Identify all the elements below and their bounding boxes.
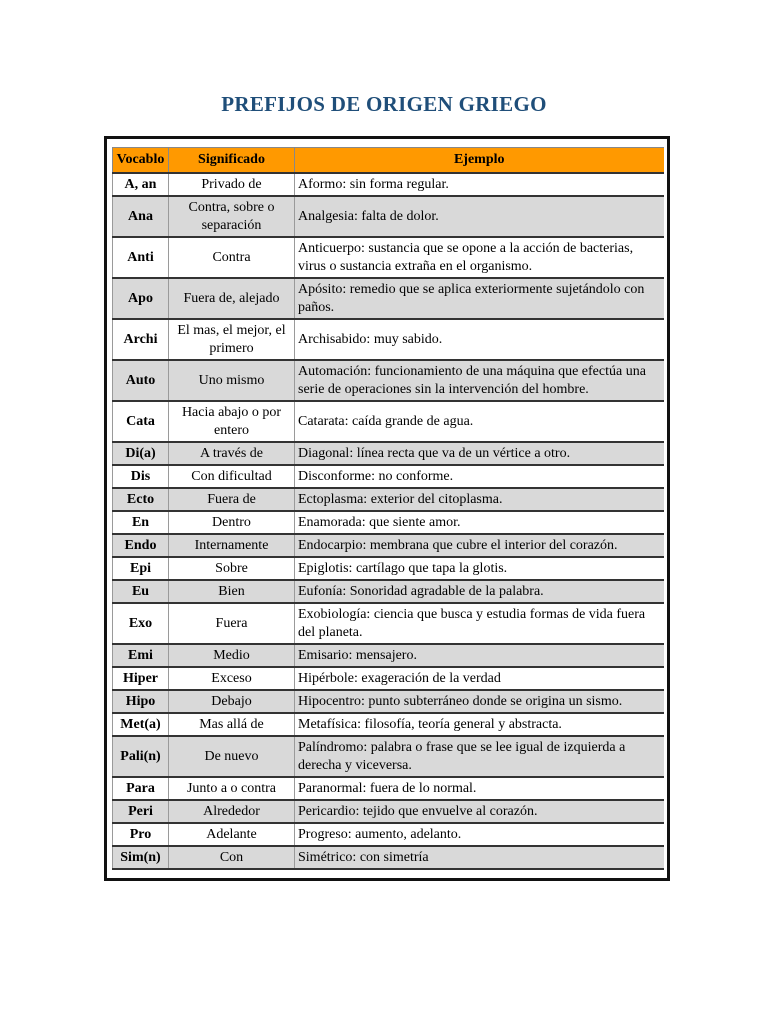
vocablo-cell: Para [113, 777, 169, 800]
vocablo-cell: Eu [113, 580, 169, 603]
ejemplo-cell: Paranormal: fuera de lo normal. [295, 777, 664, 800]
significado-cell: Alrededor [169, 800, 295, 823]
vocablo-cell: Peri [113, 800, 169, 823]
vocablo-cell: Auto [113, 360, 169, 401]
table-row [113, 442, 664, 465]
ejemplo-cell: Metafísica: filosofía, teoría general y abstracta. [295, 713, 664, 736]
table-row [113, 580, 664, 603]
header-ejemplo: Ejemplo [295, 148, 664, 174]
table-header-row [113, 148, 664, 174]
significado-cell: Bien [169, 580, 295, 603]
ejemplo-cell: Hipocentro: punto subterráneo donde se origina un sismo. [295, 690, 664, 713]
vocablo-cell: Epi [113, 557, 169, 580]
significado-cell: Fuera [169, 603, 295, 644]
significado-cell: El mas, el mejor, el primero [169, 319, 295, 360]
vocablo-cell: Apo [113, 278, 169, 319]
vocablo-cell: Ana [113, 196, 169, 237]
significado-cell: Hacia abajo o por entero [169, 401, 295, 442]
table-row [113, 278, 664, 319]
vocablo-cell: Met(a) [113, 713, 169, 736]
vocablo-cell: Dis [113, 465, 169, 488]
ejemplo-cell: Aformo: sin forma regular. [295, 173, 664, 196]
prefixes-table-frame [104, 136, 670, 881]
significado-cell: Fuera de, alejado [169, 278, 295, 319]
table-row [113, 401, 664, 442]
header-vocablo: Vocablo [113, 148, 169, 174]
ejemplo-cell: Hipérbole: exageración de la verdad [295, 667, 664, 690]
table-row [113, 488, 664, 511]
vocablo-cell: Ecto [113, 488, 169, 511]
vocablo-cell: Di(a) [113, 442, 169, 465]
vocablo-cell: Pali(n) [113, 736, 169, 777]
vocablo-cell: Emi [113, 644, 169, 667]
significado-cell: Medio [169, 644, 295, 667]
ejemplo-cell: Simétrico: con simetría [295, 846, 664, 869]
table-row [113, 196, 664, 237]
vocablo-cell: Exo [113, 603, 169, 644]
ejemplo-cell: Epiglotis: cartílago que tapa la glotis. [295, 557, 664, 580]
table-row [113, 603, 664, 644]
significado-cell: Mas allá de [169, 713, 295, 736]
significado-cell: Con dificultad [169, 465, 295, 488]
significado-cell: De nuevo [169, 736, 295, 777]
significado-cell: Junto a o contra [169, 777, 295, 800]
significado-cell: Debajo [169, 690, 295, 713]
ejemplo-cell: Exobiología: ciencia que busca y estudia formas de vida fuera del planeta. [295, 603, 664, 644]
ejemplo-cell: Emisario: mensajero. [295, 644, 664, 667]
significado-cell: Contra, sobre o separación [169, 196, 295, 237]
ejemplo-cell: Catarata: caída grande de agua. [295, 401, 664, 442]
table-row [113, 360, 664, 401]
prefixes-table [112, 147, 664, 870]
ejemplo-cell: Diagonal: línea recta que va de un vértice a otro. [295, 442, 664, 465]
ejemplo-cell: Archisabido: muy sabido. [295, 319, 664, 360]
table-row [113, 777, 664, 800]
ejemplo-cell: Pericardio: tejido que envuelve al corazón. [295, 800, 664, 823]
ejemplo-cell: Endocarpio: membrana que cubre el interior del corazón. [295, 534, 664, 557]
table-row [113, 713, 664, 736]
ejemplo-cell: Automación: funcionamiento de una máquina que efectúa una serie de operaciones sin la intervención del hombre. [295, 360, 664, 401]
table-row [113, 319, 664, 360]
vocablo-cell: Archi [113, 319, 169, 360]
page-title: PREFIJOS DE ORIGEN GRIEGO [221, 92, 547, 116]
ejemplo-cell: Palíndromo: palabra o frase que se lee igual de izquierda a derecha y viceversa. [295, 736, 664, 777]
table-row [113, 557, 664, 580]
vocablo-cell: Hiper [113, 667, 169, 690]
table-row [113, 846, 664, 869]
significado-cell: Sobre [169, 557, 295, 580]
vocablo-cell: Pro [113, 823, 169, 846]
ejemplo-cell: Progreso: aumento, adelanto. [295, 823, 664, 846]
ejemplo-cell: Apósito: remedio que se aplica exteriormente sujetándolo con paños. [295, 278, 664, 319]
significado-cell: Contra [169, 237, 295, 278]
table-row [113, 690, 664, 713]
ejemplo-cell: Disconforme: no conforme. [295, 465, 664, 488]
table-row [113, 667, 664, 690]
vocablo-cell: A, an [113, 173, 169, 196]
table-row [113, 511, 664, 534]
significado-cell: Dentro [169, 511, 295, 534]
table-row [113, 823, 664, 846]
vocablo-cell: Cata [113, 401, 169, 442]
ejemplo-cell: Ectoplasma: exterior del citoplasma. [295, 488, 664, 511]
vocablo-cell: En [113, 511, 169, 534]
table-row [113, 644, 664, 667]
table-row [113, 173, 664, 196]
significado-cell: Privado de [169, 173, 295, 196]
ejemplo-cell: Eufonía: Sonoridad agradable de la palabra. [295, 580, 664, 603]
ejemplo-cell: Anticuerpo: sustancia que se opone a la acción de bacterias, virus o sustancia extraña en el organismo. [295, 237, 664, 278]
vocablo-cell: Anti [113, 237, 169, 278]
table-row [113, 736, 664, 777]
table-row [113, 465, 664, 488]
table-row [113, 237, 664, 278]
significado-cell: A través de [169, 442, 295, 465]
ejemplo-cell: Analgesia: falta de dolor. [295, 196, 664, 237]
significado-cell: Fuera de [169, 488, 295, 511]
header-significado: Significado [169, 148, 295, 174]
significado-cell: Uno mismo [169, 360, 295, 401]
table-row [113, 534, 664, 557]
significado-cell: Internamente [169, 534, 295, 557]
vocablo-cell: Endo [113, 534, 169, 557]
significado-cell: Exceso [169, 667, 295, 690]
ejemplo-cell: Enamorada: que siente amor. [295, 511, 664, 534]
significado-cell: Con [169, 846, 295, 869]
vocablo-cell: Sim(n) [113, 846, 169, 869]
significado-cell: Adelante [169, 823, 295, 846]
table-row [113, 800, 664, 823]
vocablo-cell: Hipo [113, 690, 169, 713]
